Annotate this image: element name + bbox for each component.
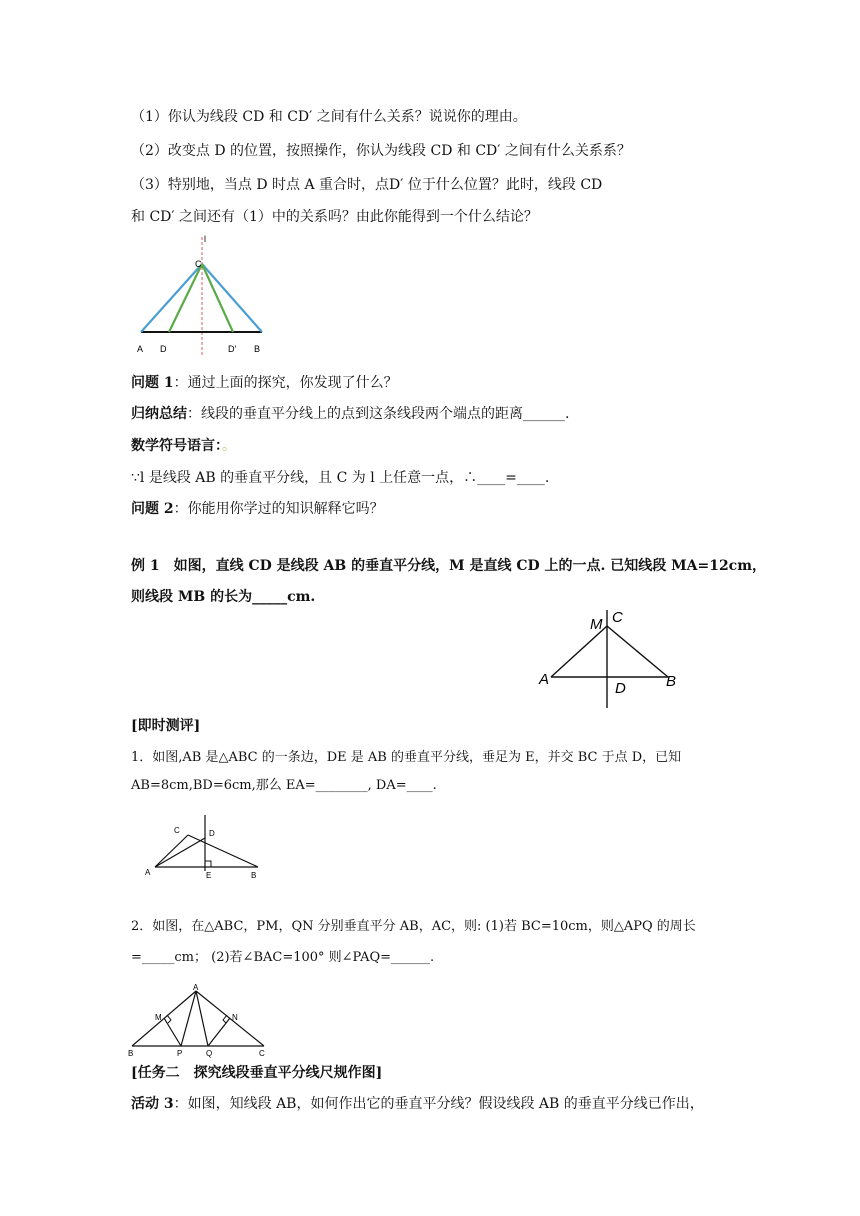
activity-3-text: ：如图，知线段 AB，如何作出它的垂直平分线？假设线段 AB 的垂直平分线已作出， xyxy=(173,1096,704,1112)
math-language-label: 数学符号语言： xyxy=(131,438,222,454)
problem-2-label: 问题 2 xyxy=(131,501,174,517)
label-c: C xyxy=(612,609,623,626)
label-m: M xyxy=(590,616,603,633)
problem-1 xyxy=(131,373,398,393)
segment-cdp xyxy=(202,264,233,332)
label-a: A xyxy=(193,984,199,992)
figure-perpendicular-bisector-1 xyxy=(131,233,271,358)
label-d-prime: D′ xyxy=(228,344,237,354)
label-c: C xyxy=(259,1049,265,1058)
label-d: D xyxy=(615,680,626,697)
problem-1-label: 问题 1 xyxy=(131,375,174,391)
question-1: （1）你认为线段 CD 和 CD′ 之间有什么关系？说说你的理由。 xyxy=(131,109,527,125)
quiz-2-continued: =_____cm； (2)若∠BAC=100° 则∠PAQ=______. xyxy=(131,950,435,965)
segment-cb xyxy=(202,264,262,332)
task-2-heading: [任务二 探究线段垂直平分线尺规作图] xyxy=(131,1065,383,1081)
label-q: Q xyxy=(206,1049,213,1058)
question-3-continued: 和 CD′ 之间还有（1）中的关系吗？由此你能得到一个什么结论？ xyxy=(131,209,538,225)
question-3: （3）特别地，当点 D 时点 A 重合时，点D′ 位于什么位置？此时，线段 CD xyxy=(131,177,603,193)
figure-quiz-2 xyxy=(126,984,271,1059)
problem-2-text: ：你能用你学过的知识解释它吗？ xyxy=(173,501,384,517)
segment-mb xyxy=(607,626,668,677)
quiz-heading: [即时测评] xyxy=(131,718,201,734)
label-c: C xyxy=(195,259,202,269)
segment-ap xyxy=(181,991,196,1046)
label-b: B xyxy=(666,673,677,690)
figure-quiz-1 xyxy=(141,811,266,881)
problem-1-text: ：通过上面的探究，你发现了什么？ xyxy=(173,375,398,391)
segment-ma xyxy=(551,626,607,677)
quiz-2: 2．如图，在△ABC，PM，QN 分别垂直平分 AB，AC，则: (1)若 BC=10cm，则△APQ 的周长 xyxy=(131,919,696,934)
segment-ca xyxy=(141,264,202,332)
right-angle-mark-m xyxy=(167,1015,171,1023)
label-d: D xyxy=(209,829,215,838)
summary-text: ：线段的垂直平分线上的点到这条线段两个端点的距离______. xyxy=(187,406,570,422)
question-2: （2）改变点 D 的位置，按照操作，你认为线段 CD 和 CD′ 之间有什么关系系？ xyxy=(131,143,631,159)
quiz-1: 1．如图,AB 是△ABC 的一条边，DE 是 AB 的垂直平分线，垂足为 E，并交 BC 于点 D，已知 xyxy=(131,750,682,765)
math-language xyxy=(131,436,236,456)
label-a: A xyxy=(145,868,151,877)
label-b: B xyxy=(128,1049,134,1058)
example-1: 例 1 如图，直线 CD 是线段 AB 的垂直平分线，M 是直线 CD 上的一点. 已知线段 MA=12cm， xyxy=(131,558,767,574)
label-p: P xyxy=(177,1049,183,1058)
label-m: M xyxy=(155,1013,162,1022)
because-statement: ∵l 是线段 AB 的垂直平分线，且 C 为 l 上任意一点，∴____=____. xyxy=(131,470,550,486)
label-b: B xyxy=(254,344,261,354)
math-language-dot: 。 xyxy=(222,438,236,454)
segment-cb xyxy=(188,835,258,867)
summary xyxy=(131,404,569,424)
label-d: D xyxy=(160,344,167,354)
segment-cd xyxy=(169,264,202,332)
segment-qn xyxy=(208,1018,230,1046)
quiz-1-continued: AB=8cm,BD=6cm,那么 EA=________, DA=____. xyxy=(131,778,437,793)
label-e: E xyxy=(206,871,212,880)
problem-2 xyxy=(131,499,384,519)
label-a: A xyxy=(539,671,550,688)
example-1-continued: 则线段 MB 的长为_____cm. xyxy=(131,589,316,605)
label-b: B xyxy=(251,871,257,880)
activity-3-label: 活动 3 xyxy=(131,1096,174,1112)
label-a: A xyxy=(137,344,144,354)
label-n: N xyxy=(232,1013,238,1022)
label-c: C xyxy=(174,826,180,835)
segment-pm xyxy=(164,1018,181,1046)
label-l: l xyxy=(204,234,206,244)
summary-label: 归纳总结 xyxy=(131,406,187,422)
figure-example-1 xyxy=(535,604,685,709)
right-angle-mark xyxy=(205,861,211,867)
activity-3 xyxy=(131,1094,704,1114)
